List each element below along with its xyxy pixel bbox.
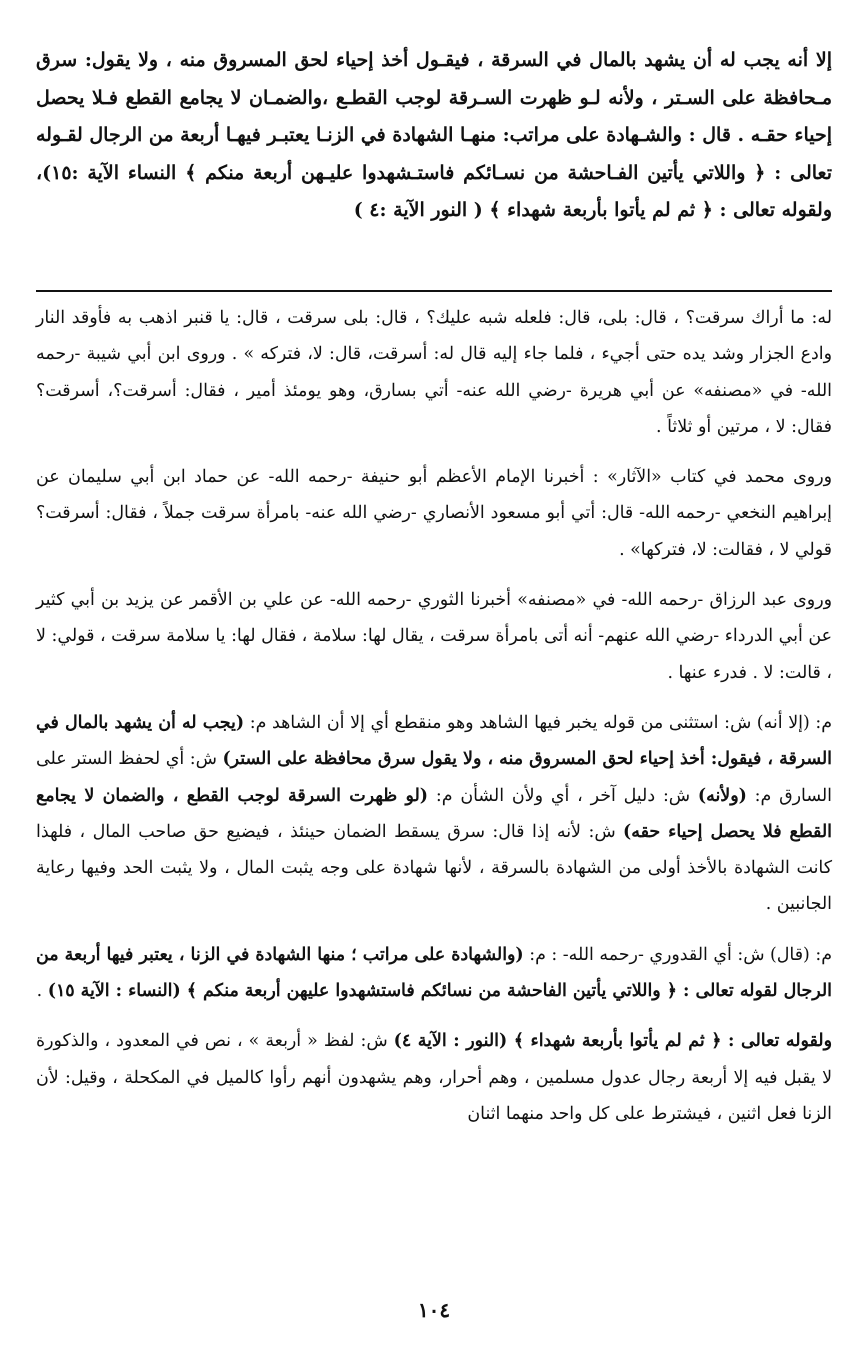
text-segment-bold: ولقوله تعالى : ﴿ ثم لم يأتوا بأربعة شهداء ﴾ (النور : الآية ٤) xyxy=(393,1031,832,1052)
commentary-paragraph xyxy=(36,459,832,568)
text-segment: ش: أي لحفظ الستر على السارق م: xyxy=(36,749,832,806)
commentary-paragraph xyxy=(36,705,832,923)
page xyxy=(36,42,832,1342)
text-segment: ش: لفظ « أربعة » ، نص في المعدود ، والذكورة لا يقبل فيه إلا أربعة رجال عدول مسلمين ، وهم أحرار، وهم يشهدون أنهم رأوا كالميل في المكحلة ، وقيل: لأن الزنا فعل اثنين ، فيشترط على كل واحد منهما اثنان xyxy=(36,1031,832,1124)
commentary xyxy=(36,300,832,1144)
text-segment: له: ما أراك سرقت؟ ، قال: بلى، قال: فلعله شبه عليك؟ ، قال: بلى سرقت ، قال: يا قنبر اذهب به فأوقد النار وادع الجزار وشد يده حتى أجيء ، فلما جاء إليه قال له: أسرقت، قال: لا، فتركه » . وروى ابن أبي شيبة -رحمه الله- في «مصنفه» عن أبي هريرة -رضي الله عنه- أتي بسارق، وهو يومئذ أمير ، فقال: أسرقت؟، أسرقت؟ فقال: لا ، مرتين أو ثلاثاً . xyxy=(36,308,832,437)
commentary-paragraph xyxy=(36,582,832,691)
text-segment: م: (قال) ش: أي القدوري -رحمه الله- : م: xyxy=(523,944,832,965)
text-segment-bold: (والشهادة على مراتب ؛ منها الشهادة في الزنا ، يعتبر فيها أربعة من الرجال لقوله تعالى : ﴿ واللاتي يأتين الفاحشة من نسائكم فاستشهدوا عليهن أربعة منكم ﴾ (النساء : الآية ١٥) xyxy=(36,944,832,1002)
text-segment: . xyxy=(36,981,48,1002)
text-segment-bold: (يجب له أن يشهد بالمال في السرقة ، فيقول: أخذ إحياء لحق المسروق منه ، ولا يقول سرق محافظة على الستر) xyxy=(36,712,832,770)
text-segment: وروى عبد الرزاق -رحمه الله- في «مصنفه» أخبرنا الثوري -رحمه الله- عن علي بن الأقمر عن يزيد بن أبي كثير عن أبي الدرداء -رضي الله عنهم- أنه أتى بامرأة سرقت ، يقال لها: سلامة ، فقال لها: يا سلامة سرقت ، قولي: لا ، قالت: لا . فدرء عنها . xyxy=(36,590,832,683)
text-segment-bold: (ولأنه) xyxy=(697,785,747,806)
footnote-divider xyxy=(36,290,832,292)
text-segment-bold: (لو ظهرت السرقة لوجب القطع ، والضمان لا يجامع القطع فلا يحصل إحياء حقه) xyxy=(36,785,832,842)
text-segment: وروى محمد في كتاب «الآثار» : أخبرنا الإمام الأعظم أبو حنيفة -رحمه الله- عن حماد ابن أبي سليمان عن إبراهيم النخعي -رحمه الله- قال: أتي أبو مسعود الأنصاري -رضي الله عنه- بامرأة سرقت جملاً ، فقال: أسرقت؟ قولي لا ، فقالت: لا، فتركها» . xyxy=(36,467,832,560)
commentary-paragraph xyxy=(36,1023,832,1132)
text-segment: م: (إلا أنه) ش: استثنى من قوله يخبر فيها الشاهد وهو منقطع أي إلا أن الشاهد م: xyxy=(244,712,832,733)
commentary-paragraph xyxy=(36,937,832,1010)
page-number: ١٠٤ xyxy=(417,1298,451,1322)
text-segment: ش: لأنه إذا قال: سرق يسقط الضمان حينئذ ، فيضيع حق صاحب المال ، فلهذا كانت الشهادة بالأخذ أولى من الشهادة بالسرقة ، لأنها شهادة على وجه يثبت المال ، ولا يثبت الحد وفيها رعاية الجانبين . xyxy=(36,821,832,915)
text-segment: ش: دليل آخر ، أي ولأن الشأن م: xyxy=(428,785,698,806)
main-text: إلا أنه يجب له أن يشهد بالمال في السرقة ، فيقـول أخذ إحياء لحق المسروق منه ، ولا يقول: سرق مـحافظة على السـتر ، ولأنه لـو ظهرت السـرقة لوجب القطـع ،والضمـان لا يجامع القطع فـلا يحصل إحياء حقـه . قال : والشـهادة على مراتب: منهـا الشهادة في الزنـا يعتبـر فيهـا أربعة من الرجال لقـوله تعالى : ﴿ واللاتي يأتين الفـاحشة من نسـائكم فاستـشهدوا عليـهن أربعة منكم ﴾ النساء الآية :١٥)، ولقوله تعالى : ﴿ ثم لم يأتوا بأربعة شهداء ﴾ ( النور الآية :٤ ) xyxy=(36,49,832,222)
commentary-paragraph xyxy=(36,300,832,445)
